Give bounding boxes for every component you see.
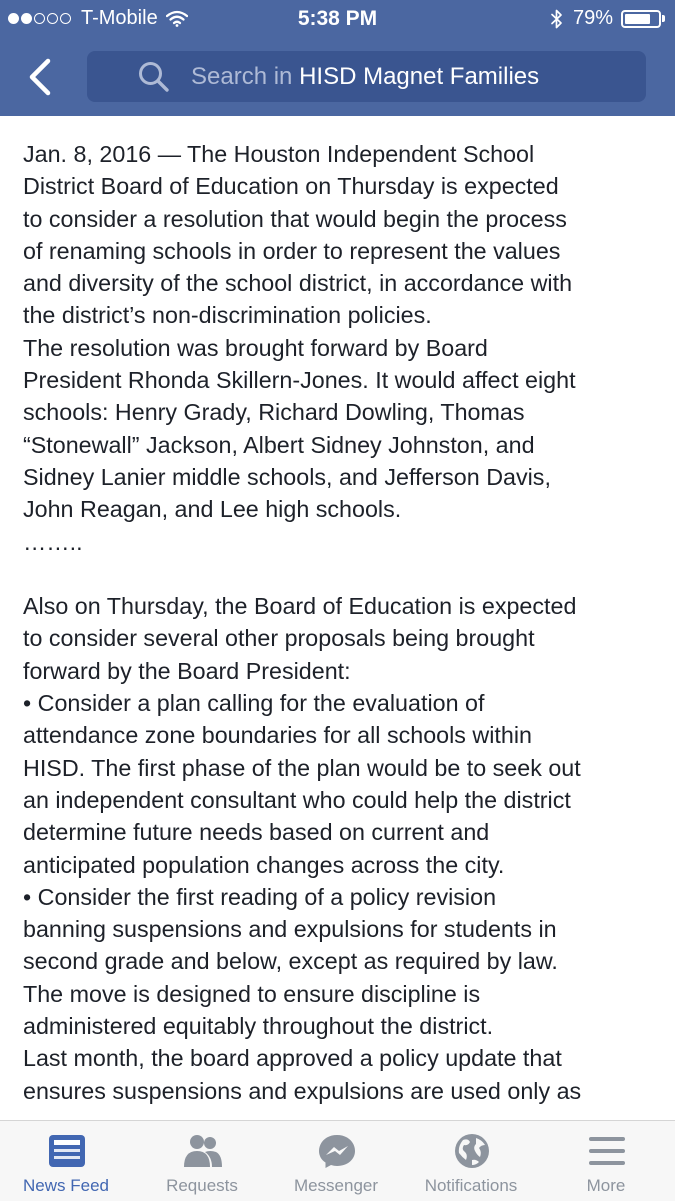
post-text-line: District Board of Education on Thursday is expected (23, 173, 559, 200)
top-bar (0, 0, 675, 116)
post-text-line: • Consider the first reading of a policy revision (23, 883, 497, 910)
post-text-line: to consider a resolution that would begin the process (23, 205, 567, 232)
post-text-line: the district’s non-discrimination policies. (23, 302, 432, 329)
battery-status (550, 7, 665, 30)
bluetooth-icon (550, 9, 563, 29)
post-text-line: “Stonewall” Jackson, Albert Sidney Johnston, and (23, 431, 535, 458)
post-text-line: banning suspensions and expulsions for students in (23, 916, 557, 943)
battery-percent: 79% (572, 7, 613, 29)
post-text-line: John Reagan, and Lee high schools. (23, 496, 402, 523)
tab-notifications[interactable] (411, 1121, 531, 1201)
search-prefix: Search in (191, 63, 300, 90)
friend-requests-icon (183, 1133, 223, 1169)
tab-label: Notifications (424, 1176, 518, 1195)
group-search-input[interactable] (87, 51, 646, 102)
post-text-line: anticipated population changes across the city. (23, 851, 505, 878)
search-group-name: HISD Magnet Families (299, 63, 540, 90)
post-text-line: forward by the Board President: (23, 657, 351, 684)
post-text-line: The move is designed to ensure discipline is (23, 980, 481, 1007)
tab-label: Requests (166, 1176, 238, 1195)
post-text-line: Last month, the board approved a policy update that (23, 1045, 562, 1072)
search-icon (137, 60, 171, 94)
tab-more[interactable] (546, 1121, 666, 1201)
chevron-left-icon (24, 55, 58, 99)
tab-news-feed[interactable] (6, 1121, 126, 1201)
post-text-line: to consider several other proposals being brought (23, 625, 535, 652)
tab-label: News Feed (23, 1176, 109, 1195)
status-time: 5:38 PM (297, 7, 378, 30)
post-text-line: President Rhonda Skillern-Jones. It would affect eight (23, 367, 576, 394)
post-text-line: attendance zone boundaries for all schools within (23, 722, 532, 749)
post-text-line: and diversity of the school district, in accordance with (23, 270, 573, 297)
post-text-line: HISD. The first phase of the plan would be to seek out (23, 754, 581, 781)
post-text-line: second grade and below, except as required by law. (23, 948, 558, 975)
status-bar (0, 0, 675, 38)
tab-label: Messenger (293, 1176, 379, 1195)
post-text-line: an independent consultant who could help the district (23, 786, 571, 813)
battery-cap (662, 15, 665, 22)
post-text-line: Also on Thursday, the Board of Education is expected (23, 593, 577, 620)
post-text-line: The resolution was brought forward by Board (23, 334, 488, 361)
post-text-line: schools: Henry Grady, Richard Dowling, Thomas (23, 399, 525, 426)
post-text-line (23, 558, 663, 590)
search-placeholder (191, 63, 539, 91)
messenger-icon (317, 1133, 357, 1169)
tab-requests[interactable] (142, 1121, 262, 1201)
post-text-line: ensures suspensions and expulsions are used only as (23, 1077, 582, 1104)
globe-icon (452, 1133, 492, 1169)
tab-label: More (586, 1176, 626, 1195)
post-text-line: • Consider a plan calling for the evaluation of (23, 690, 485, 717)
post-body (23, 138, 663, 1107)
post-text-line: of renaming schools in order to represent the values (23, 237, 561, 264)
tab-messenger[interactable] (276, 1121, 396, 1201)
battery-icon (621, 10, 661, 28)
post-text-line: determine future needs based on current and (23, 819, 490, 846)
post-text-line: Sidney Lanier middle schools, and Jefferson Davis, (23, 463, 551, 490)
menu-icon (587, 1133, 627, 1169)
post-text-line: Jan. 8, 2016 — The Houston Independent School (23, 141, 535, 167)
carrier-name: T-Mobile (81, 7, 158, 29)
post-text-line: administered equitably throughout the district. (23, 1013, 494, 1040)
news-feed-icon (47, 1133, 87, 1169)
tab-bar (0, 1120, 675, 1201)
post-text-line: …….. (23, 528, 83, 555)
back-button[interactable] (24, 55, 58, 99)
